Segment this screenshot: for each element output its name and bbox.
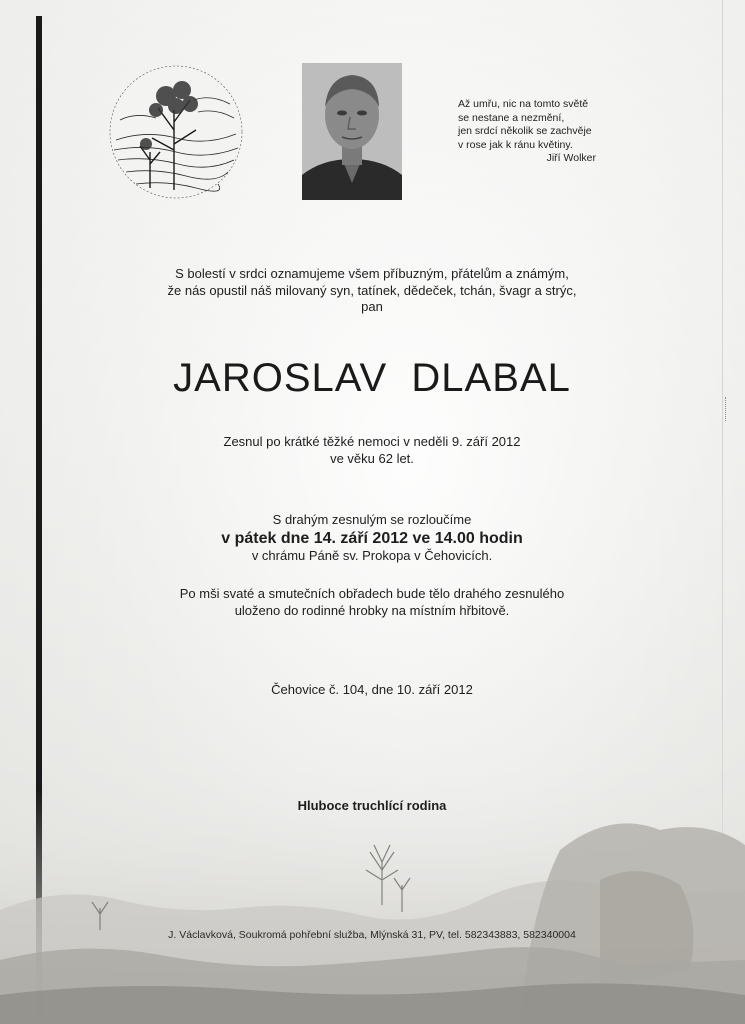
poem-line: Až umřu, nic na tomto světě <box>458 98 589 110</box>
tree-engraving <box>106 60 246 210</box>
farewell-datetime: v pátek dne 14. září 2012 ve 14.00 hodin <box>221 529 523 547</box>
deceased-name <box>82 356 662 401</box>
poem-line: se nestane a nezmění, <box>458 111 565 124</box>
poem-line: jen srdcí několik se zachvěje <box>458 125 592 137</box>
farewell-place: v chrámu Páně sv. Prokopa v Čehovicích. <box>251 547 493 563</box>
announcement-line: že nás opustil náš milovaný syn, tatínek, dědeček, tchán, švagr a strýc, <box>167 282 577 298</box>
announcement-line: S bolestí v srdci oznamujeme všem příbuzným, přátelům a známým, <box>175 266 569 281</box>
poem-line: v rose jak k ránu květiny. <box>458 138 573 151</box>
age-line: ve věku 62 let. <box>330 450 414 466</box>
place-date: Čehovice č. 104, dne 10. září 2012 <box>271 682 473 697</box>
burial-info <box>82 586 662 619</box>
announcement-text <box>82 266 662 316</box>
farewell-intro: S drahým zesnulým se rozloučíme <box>272 512 472 527</box>
burial-line: uloženo do rodinné hrobky na místním hřbitově. <box>234 602 510 618</box>
death-info <box>82 434 662 467</box>
landscape-illustration <box>0 790 745 1024</box>
announcement-line: pan <box>361 299 383 314</box>
death-date-line: Zesnul po krátké těžké nemoci v neděli 9. září 2012 <box>223 434 521 449</box>
farewell-info <box>82 512 662 564</box>
poem-author: Jiří Wolker <box>546 152 596 164</box>
last-name: DLABAL <box>411 356 571 400</box>
scan-mark <box>725 397 730 421</box>
poem-quote <box>458 98 638 166</box>
funeral-service-footer: J. Václavková, Soukromá pohřební služba, Mlýnská 31, PV, tel. 582343883, 582340004 <box>168 929 576 941</box>
portrait-photo <box>302 63 402 200</box>
first-name: JAROSLAV <box>173 356 388 400</box>
family-signature: Hluboce truchlící rodina <box>297 798 447 813</box>
burial-line: Po mši svaté a smutečních obřadech bude tělo drahého zesnulého <box>179 586 565 601</box>
